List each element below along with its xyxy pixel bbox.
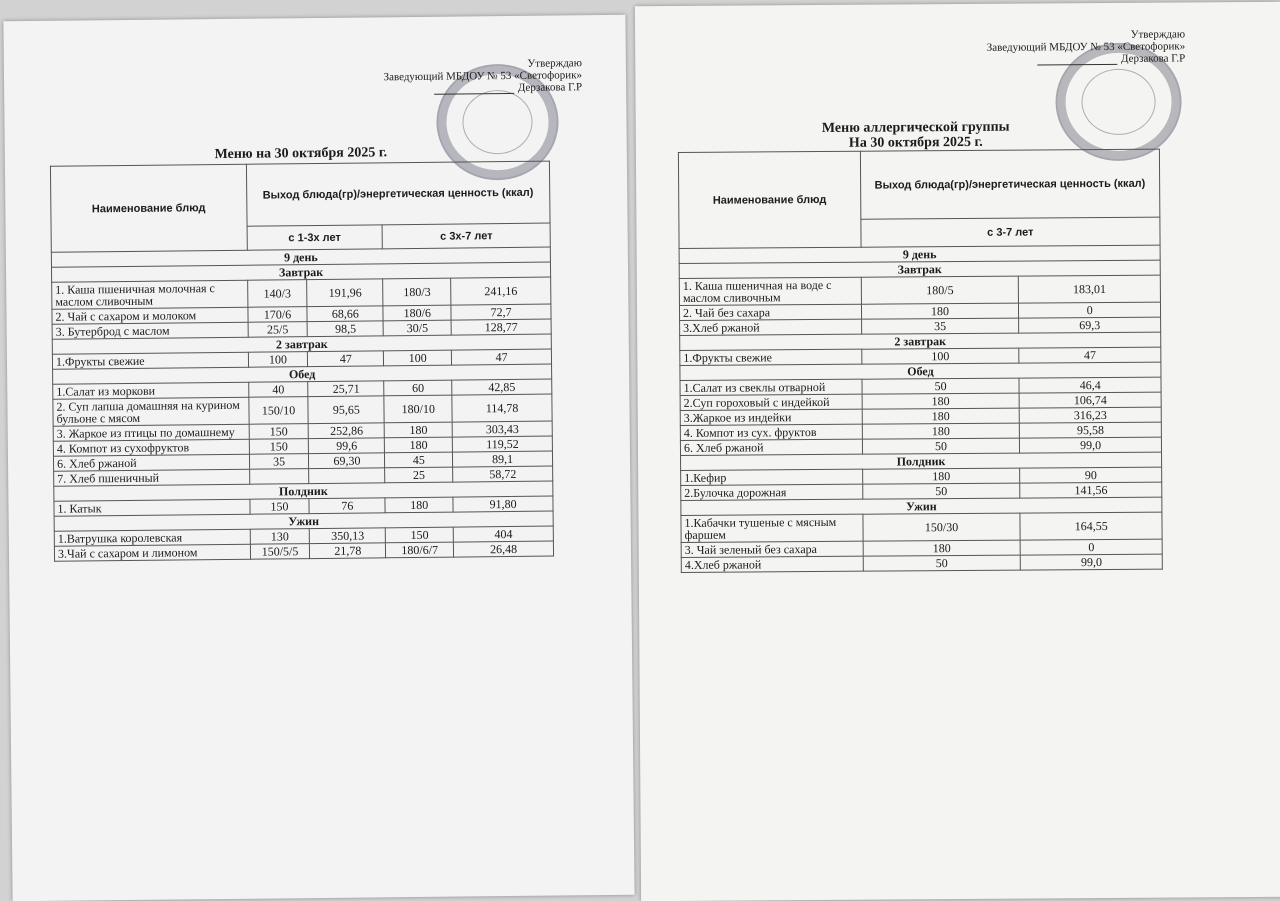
- kcal-3-7: 316,23: [1020, 407, 1162, 423]
- approval-block: [304, 57, 582, 96]
- kcal-3-7: 164,55: [1020, 512, 1162, 540]
- yield-3-7: 150: [386, 527, 454, 543]
- meal-section-title: Полдник: [681, 452, 1162, 470]
- yield-3-7: 180: [862, 393, 1020, 409]
- yield-3-7: 180/10: [384, 395, 452, 423]
- yield-1-3: 170/6: [247, 307, 307, 323]
- kcal-3-7: 89,1: [453, 451, 553, 467]
- meal-section-title: Обед: [680, 362, 1161, 380]
- age-header-3-7: с 3-7 лет: [861, 217, 1161, 247]
- table-row: [679, 275, 1160, 305]
- kcal-3-7: 241,16: [451, 277, 551, 305]
- yield-1-3: [249, 469, 309, 485]
- dish-name: 1.Салат из моркови: [53, 382, 249, 399]
- yield-3-7: 180: [862, 423, 1020, 439]
- dish-name-header: Наименование блюд: [50, 164, 246, 252]
- yield-1-3: 150: [249, 499, 309, 515]
- meal-section-title: Ужин: [54, 511, 553, 531]
- approval-line-1: Утверждаю: [1130, 28, 1186, 41]
- yield-3-7: 180: [863, 540, 1021, 556]
- approval-line-2: Заведующий МБДОУ № 53 «Светофорик»: [986, 40, 1186, 54]
- kcal-1-3: 25,71: [308, 381, 384, 397]
- yield-3-7: 180: [861, 303, 1019, 319]
- dish-name: 7. Хлеб пшеничный: [54, 469, 250, 486]
- yield-3-7: 150/30: [863, 513, 1021, 541]
- meal-section-title: Обед: [53, 364, 552, 384]
- dish-name: 4.Хлеб ржаной: [681, 556, 863, 572]
- yield-1-3: 25/5: [248, 322, 308, 338]
- approval-block: [905, 28, 1185, 66]
- table-header-row: [50, 161, 550, 228]
- dish-name-header: Наименование блюд: [678, 151, 860, 248]
- day-label: 9 день: [51, 247, 550, 267]
- dish-name: 1.Фрукты свежие: [680, 349, 862, 365]
- kcal-3-7: 72,7: [451, 304, 551, 320]
- kcal-3-7: 106,74: [1019, 392, 1161, 408]
- kcal-1-3: 95,65: [308, 396, 384, 424]
- yield-1-3: 150: [249, 439, 309, 455]
- right-menu-table: [678, 149, 1163, 573]
- kcal-3-7: 0: [1019, 302, 1161, 318]
- kcal-3-7: 91,80: [453, 496, 553, 512]
- meal-section-title: 2 завтрак: [52, 334, 551, 354]
- day-label: 9 день: [679, 245, 1160, 263]
- kcal-1-3: 98,5: [308, 321, 384, 337]
- table-row: [681, 554, 1162, 572]
- right-menu-title: [676, 119, 1156, 152]
- kcal-3-7: 128,77: [451, 319, 551, 335]
- approval-line-3: Дерзакова Г.Р: [517, 81, 583, 94]
- kcal-3-7: 114,78: [452, 394, 552, 422]
- right-menu-sheet: [635, 2, 1280, 901]
- yield-header: Выход блюда(гр)/энергетическая ценность (ккал): [860, 149, 1160, 219]
- dish-name: 6. Хлеб ржаной: [680, 439, 862, 455]
- right-menu-title-line-2: На 30 октября 2025 г.: [848, 134, 983, 151]
- yield-3-7: 100: [861, 348, 1019, 364]
- meal-section-title: 2 завтрак: [680, 332, 1161, 350]
- kcal-3-7: 0: [1020, 539, 1162, 555]
- yield-3-7: 180: [385, 497, 453, 513]
- yield-3-7: 35: [861, 318, 1019, 334]
- dish-name: 2. Суп лапша домашняя на курином бульоне с мясом: [53, 397, 249, 426]
- yield-1-3: 150/10: [248, 397, 308, 425]
- kcal-1-3: 99,6: [309, 438, 385, 454]
- kcal-3-7: 42,85: [452, 379, 552, 395]
- kcal-3-7: 99,0: [1020, 437, 1162, 453]
- kcal-3-7: 303,43: [452, 421, 552, 437]
- left-menu-table: [50, 161, 554, 562]
- yield-1-3: 130: [250, 529, 310, 545]
- dish-name: 1.Салат из свеклы отварной: [680, 379, 862, 395]
- dish-name: 1.Кабачки тушеные с мясным фаршем: [681, 514, 863, 542]
- yield-3-7: 25: [385, 467, 453, 483]
- yield-1-3: 150/5/5: [250, 544, 310, 560]
- yield-1-3: 150: [249, 424, 309, 440]
- kcal-3-7: 47: [452, 349, 552, 365]
- approval-line-3: Дерзакова Г.Р: [1120, 52, 1186, 65]
- dish-name: 3. Чай зеленый без сахара: [681, 541, 863, 557]
- table-header-row: [678, 149, 1159, 220]
- yield-3-7: 180/5: [861, 276, 1019, 304]
- kcal-3-7: 58,72: [453, 466, 553, 482]
- yield-3-7: 60: [384, 380, 452, 396]
- dish-name: 4. Компот из сухофруктов: [53, 439, 249, 456]
- age-header-1-3: с 1-3х лет: [247, 225, 383, 250]
- dish-name: 3.Жаркое из индейки: [680, 409, 862, 425]
- kcal-1-3: 76: [309, 498, 385, 514]
- dish-name: 1. Катык: [54, 499, 250, 516]
- meal-section-title: Ужин: [681, 497, 1162, 515]
- yield-header: Выход блюда(гр)/энергетическая ценность (ккал): [246, 161, 550, 226]
- meal-section-title: Завтрак: [51, 262, 550, 282]
- yield-3-7: 180/6/7: [386, 542, 454, 558]
- yield-3-7: 180/6: [383, 305, 451, 321]
- yield-3-7: 180/3: [383, 278, 451, 306]
- yield-3-7: 100: [384, 350, 452, 366]
- yield-1-3: 140/3: [247, 280, 307, 308]
- dish-name: 3.Чай с сахаром и лимоном: [54, 544, 250, 561]
- yield-3-7: 30/5: [383, 320, 451, 336]
- dish-name: 3. Бутерброд с маслом: [52, 322, 248, 339]
- kcal-1-3: 69,30: [309, 453, 385, 469]
- dish-name: 1.Кефир: [681, 469, 863, 485]
- dish-name: 2.Булочка дорожная: [681, 484, 863, 500]
- table-row: [681, 512, 1162, 542]
- yield-3-7: 45: [385, 452, 453, 468]
- kcal-1-3: 350,13: [310, 528, 386, 544]
- meal-section-title: Завтрак: [679, 260, 1160, 278]
- kcal-1-3: 191,96: [307, 279, 383, 307]
- kcal-3-7: 26,48: [454, 541, 554, 557]
- kcal-3-7: 95,58: [1020, 422, 1162, 438]
- kcal-3-7: 119,52: [452, 436, 552, 452]
- kcal-1-3: 252,86: [309, 423, 385, 439]
- kcal-3-7: 404: [453, 526, 553, 542]
- dish-name: 2. Чай с сахаром и молоком: [52, 307, 248, 324]
- yield-3-7: 50: [862, 438, 1020, 454]
- dish-name: 1. Каша пшеничная молочная с маслом сливочным: [52, 280, 248, 309]
- yield-3-7: 180: [862, 468, 1020, 484]
- dish-name: 6. Хлеб ржаной: [53, 454, 249, 471]
- kcal-3-7: 99,0: [1021, 554, 1163, 570]
- kcal-3-7: 47: [1019, 347, 1161, 363]
- dish-name: 4. Компот из сух. фруктов: [680, 424, 862, 440]
- yield-3-7: 50: [862, 483, 1020, 499]
- yield-3-7: 50: [863, 555, 1021, 571]
- dish-name: 3. Жаркое из птицы по домашнему: [53, 424, 249, 441]
- kcal-3-7: 141,56: [1020, 482, 1162, 498]
- dish-name: 2.Суп гороховый с индейкой: [680, 394, 862, 410]
- left-menu-title: Меню на 30 октября 2025 г.: [214, 145, 388, 163]
- kcal-1-3: 47: [308, 351, 384, 367]
- yield-3-7: 180: [862, 408, 1020, 424]
- kcal-3-7: 69,3: [1019, 317, 1161, 333]
- right-menu-title-line-1: Меню аллергической группы: [821, 119, 1010, 136]
- yield-3-7: 180: [384, 422, 452, 438]
- dish-name: 2. Чай без сахара: [679, 304, 861, 320]
- approval-line-2: Заведующий МБДОУ № 53 «Светофорик»: [383, 69, 583, 84]
- kcal-1-3: 21,78: [310, 543, 386, 559]
- kcal-1-3: [309, 468, 385, 484]
- yield-1-3: 35: [249, 454, 309, 470]
- kcal-3-7: 183,01: [1019, 275, 1161, 303]
- yield-1-3: 40: [248, 382, 308, 398]
- dish-name: 3.Хлеб ржаной: [680, 319, 862, 335]
- kcal-3-7: 46,4: [1019, 377, 1161, 393]
- age-header-3-7: с 3х-7 лет: [382, 223, 550, 249]
- approval-line-1: Утверждаю: [527, 57, 582, 70]
- dish-name: 1.Фрукты свежие: [52, 352, 248, 369]
- kcal-3-7: 90: [1020, 467, 1162, 483]
- yield-3-7: 180: [385, 437, 453, 453]
- dish-name: 1. Каша пшеничная на воде с маслом сливочным: [679, 277, 861, 305]
- yield-3-7: 50: [862, 378, 1020, 394]
- kcal-1-3: 68,66: [307, 306, 383, 322]
- left-menu-sheet: [3, 15, 634, 901]
- yield-1-3: 100: [248, 352, 308, 368]
- meal-section-title: Полдник: [54, 481, 553, 501]
- dish-name: 1.Ватрушка королевская: [54, 529, 250, 546]
